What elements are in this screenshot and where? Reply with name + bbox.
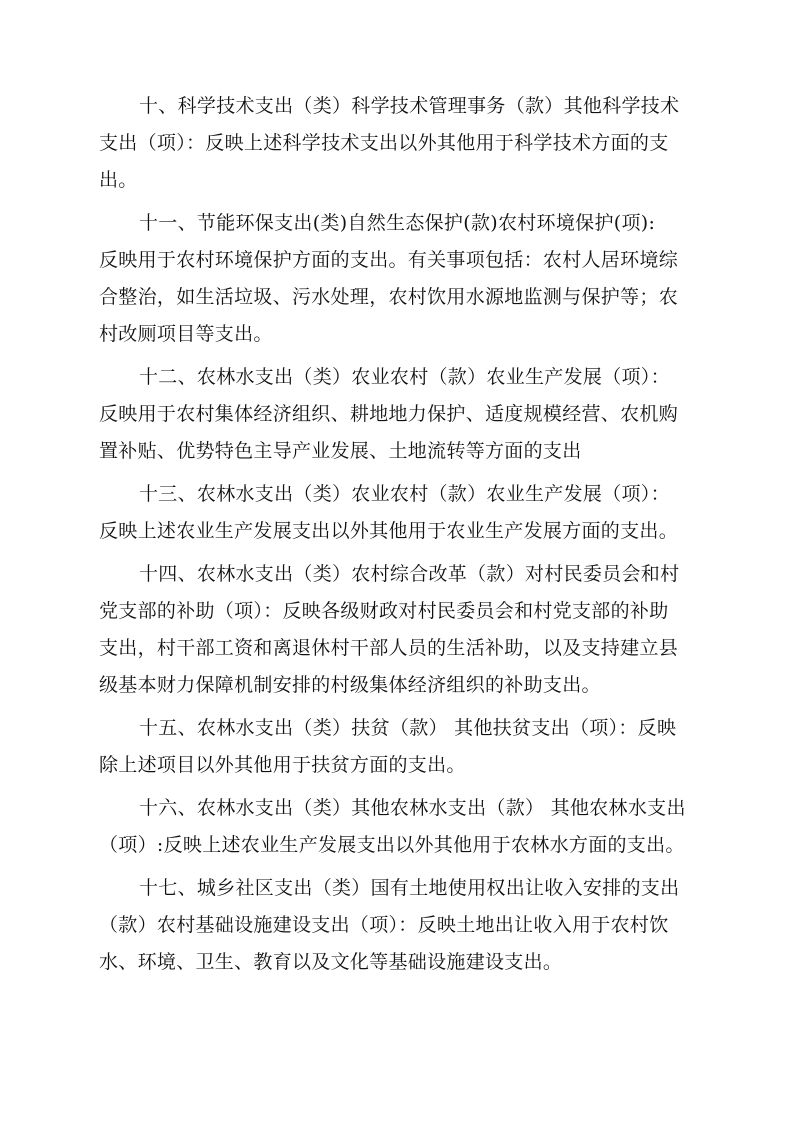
text-line: 十三、农林水支出（类）农业农村（款）农业生产发展（项）： (139, 483, 670, 505)
paragraph-12 (99, 359, 702, 470)
text-line: 反映用于农村环境保护方面的支出。有关事项包括：农村人居环境综 (99, 249, 679, 271)
text-line: 支出，村干部工资和离退休村干部人员的生活补助，以及支持建立县 (99, 637, 679, 659)
text-line: 除上述项目以外其他用于扶贫方面的支出。 (99, 754, 466, 776)
text-line: 支出（项）：反映上述科学技术支出以外其他用于科学技术方面的支 (99, 132, 669, 154)
text-line: 级基本财力保障机制安排的村级集体经济组织的补助支出。 (99, 674, 601, 696)
document-page (99, 88, 702, 987)
text-line: （款）农村基础设施建设支出（项）：反映土地出让收入用于农村饮 (99, 914, 669, 936)
paragraph-11 (99, 205, 702, 353)
text-line: 置补贴、优势特色主导产业发展、土地流转等方面的支出 (99, 440, 582, 462)
paragraph-10 (99, 88, 702, 199)
paragraph-15 (99, 710, 702, 784)
text-line: 十一、节能环保支出(类)自然生态保护(款)农村环境保护(项): (139, 212, 656, 234)
paragraph-13 (99, 476, 702, 550)
text-line: 十五、农林水支出（类）扶贫（款） 其他扶贫支出（项）：反映 (139, 717, 677, 739)
text-line: 党支部的补助（项）：反映各级财政对村民委员会和村党支部的补助 (99, 600, 669, 622)
text-line: 合整治，如生活垃圾、污水处理，农村饮用水源地监测与保护等；农 (99, 286, 679, 308)
text-line: 十七、城乡社区支出（类）国有土地使用权出让收入安排的支出 (139, 877, 680, 899)
text-line: 水、环境、卫生、教育以及文化等基础设施建设支出。 (99, 951, 563, 973)
text-line: 十、科学技术支出（类）科学技术管理事务（款）其他科学技术 (139, 95, 680, 117)
paragraph-17 (99, 870, 702, 981)
text-line: （项）:反映上述农业生产发展支出以外其他用于农林水方面的支出。 (99, 834, 685, 856)
text-line: 十六、农林水支出（类）其他农林水支出（款） 其他农林水支出 (139, 797, 686, 819)
text-line: 十四、农林水支出（类）农村综合改革（款）对村民委员会和村 (139, 563, 680, 585)
text-line: 村改厕项目等支出。 (99, 323, 273, 345)
paragraph-16 (99, 790, 702, 864)
text-line: 反映用于农村集体经济组织、耕地地力保护、适度规模经营、农机购 (99, 403, 679, 425)
text-line: 十二、农林水支出（类）农业农村（款）农业生产发展（项）： (139, 366, 670, 388)
text-line: 反映上述农业生产发展支出以外其他用于农业生产发展方面的支出。 (99, 520, 679, 542)
text-line: 出。 (99, 169, 138, 191)
paragraph-14 (99, 556, 702, 704)
